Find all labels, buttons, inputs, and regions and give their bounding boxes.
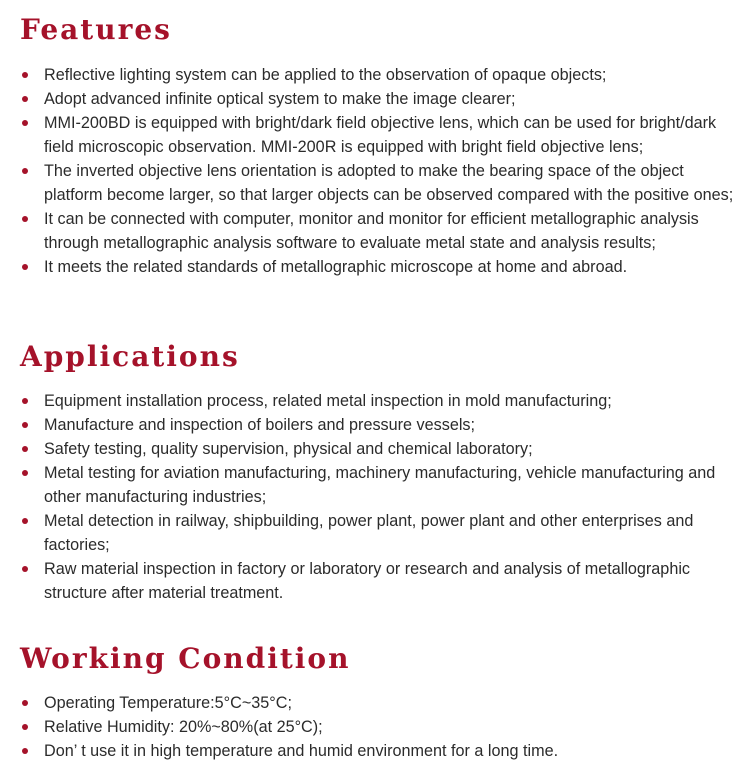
list-item-text: Adopt advanced infinite optical system to make the image clearer; (44, 90, 516, 108)
applications-heading: Applications (20, 340, 240, 373)
list-item (0, 159, 750, 207)
list-item (0, 437, 750, 461)
list-item (0, 63, 750, 87)
bullet-icon (22, 120, 28, 126)
list-item-text: Metal testing for aviation manufacturing, machinery manufacturing, vehicle manufacturing and other manufacturing industries; (44, 464, 716, 506)
bullet-icon (22, 700, 28, 706)
list-item-text: Don’ t use it in high temperature and humid environment for a long time. (44, 742, 559, 760)
list-item-text: MMI-200BD is equipped with bright/dark field objective lens, which can be used for bright/dark field microscopic observation. MMI-200R is equipped with bright field objective lens; (44, 114, 717, 156)
list-item (0, 461, 750, 509)
list-item-text: Reflective lighting system can be applied to the observation of opaque objects; (44, 66, 607, 84)
list-item-text: Relative Humidity: 20%~80%(at 25°C); (44, 718, 323, 736)
bullet-icon (22, 96, 28, 102)
list-item-text: Safety testing, quality supervision, physical and chemical laboratory; (44, 440, 533, 458)
applications-list (0, 389, 750, 605)
list-item-text: The inverted objective lens orientation is adopted to make the bearing space of the object platform become larger, so that larger objects can be observed compared with the positive ones; (44, 162, 734, 204)
list-item (0, 715, 750, 739)
list-item (0, 413, 750, 437)
list-item (0, 255, 750, 279)
bullet-icon (22, 72, 28, 78)
bullet-icon (22, 518, 28, 524)
bullet-icon (22, 748, 28, 754)
list-item-text: Metal detection in railway, shipbuilding, power plant, power plant and other enterprises and factories; (44, 512, 694, 554)
list-item-text: Raw material inspection in factory or laboratory or research and analysis of metallographic structure after material treatment. (44, 560, 691, 602)
features-list (0, 63, 750, 279)
list-item (0, 739, 750, 763)
bullet-icon (22, 724, 28, 730)
list-item (0, 87, 750, 111)
list-item-text: It can be connected with computer, monitor and monitor for efficient metallographic analysis through metallographic analysis software to evaluate metal state and analysis results; (44, 210, 699, 252)
bullet-icon (22, 168, 28, 174)
bullet-icon (22, 422, 28, 428)
bullet-icon (22, 398, 28, 404)
bullet-icon (22, 446, 28, 452)
list-item-text: Operating Temperature:5°C~35°C; (44, 694, 292, 712)
list-item (0, 509, 750, 557)
bullet-icon (22, 216, 28, 222)
bullet-icon (22, 470, 28, 476)
list-item (0, 557, 750, 605)
list-item-text: It meets the related standards of metallographic microscope at home and abroad. (44, 258, 628, 276)
working-condition-list (0, 691, 750, 763)
bullet-icon (22, 566, 28, 572)
list-item-text: Equipment installation process, related metal inspection in mold manufacturing; (44, 392, 612, 410)
bullet-icon (22, 264, 28, 270)
list-item (0, 111, 750, 159)
list-item (0, 691, 750, 715)
list-item (0, 389, 750, 413)
list-item-text: Manufacture and inspection of boilers and pressure vessels; (44, 416, 476, 434)
working-condition-heading: Working Condition (20, 642, 351, 675)
list-item (0, 207, 750, 255)
features-heading: Features (20, 13, 172, 46)
